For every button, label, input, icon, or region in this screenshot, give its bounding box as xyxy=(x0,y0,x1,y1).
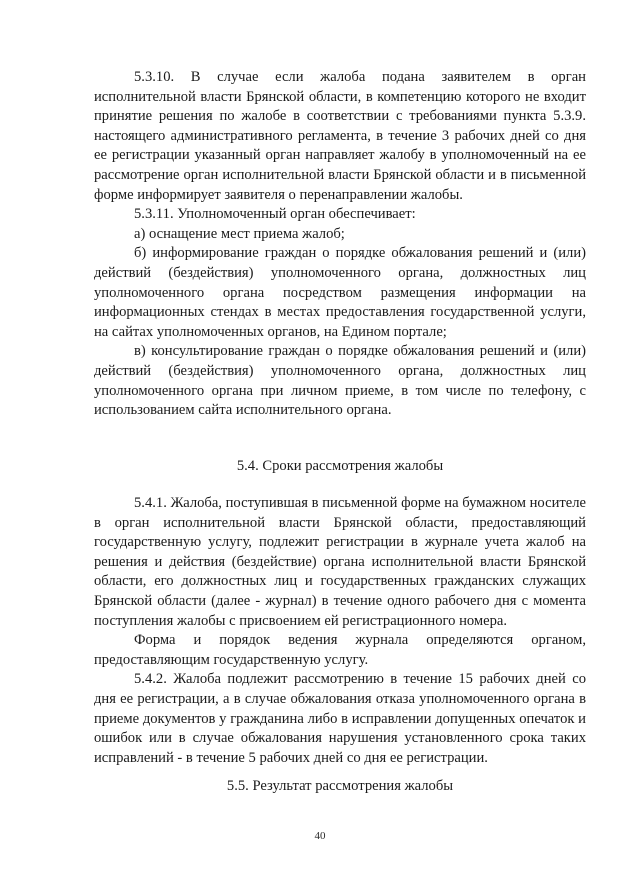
section-5-4-text xyxy=(94,494,586,768)
paragraph-5-4-2: 5.4.2. Жалоба подлежит рассмотрению в течение 15 рабочих дней со дня ее регистрации, а в случае обжалования отказа уполномоченного органа в приеме документов у гражданина либо в исправлении допущенных опечаток и ошибок или в случае обжалования нарушения установленного срока таких исправлений - в течение 5 рабочих дней со дня ее регистрации. xyxy=(94,671,586,766)
paragraph-5-3-10: 5.3.10. В случае если жалоба подана заявителем в орган исполнительной власти Брянской области, в компетенцию которого не входит принятие решения по жалобе в соответствии с требованиями пункта 5.3.9. настоящего административного регламента, в течение 3 рабочих дней со дня ее регистрации указанный орган направляет жалобу в уполномоченный на ее рассмотрение орган исполнительной власти Брянской области и в письменной форме информирует заявителя о перенаправлении жалобы. xyxy=(94,69,586,203)
section-heading-5-5: 5.5. Результат рассмотрения жалобы xyxy=(226,778,454,794)
page-number: 40 xyxy=(314,830,326,842)
list-item-b: б) информирование граждан о порядке обжалования решений и (или) действий (бездействия) уполномоченного органа, должностных лиц уполномоченного органа посредством размещения информации на информационных стендах в местах предоставления государственной услуги, на сайтах уполномоченных органов, на Едином портале; xyxy=(94,245,586,340)
section-heading-5-4: 5.4. Сроки рассмотрения жалобы xyxy=(236,458,444,474)
section-5-3-text xyxy=(94,68,586,421)
paragraph-5-4-1: 5.4.1. Жалоба, поступившая в письменной форме на бумажном носителе в орган исполнительной власти Брянской области, предоставляющий государственную услугу, подлежит регистрации в журнале учета жалоб на решения и действия (бездействие) органа исполнительной власти Брянской области, его должностных лиц и государственных гражданских служащих Брянской области (далее - журнал) в течение одного рабочего дня с момента поступления жалобы с присвоением ей регистрационного номера. xyxy=(94,495,586,629)
paragraph-journal-form: Форма и порядок ведения журнала определяются органом, предоставляющим государственную услугу. xyxy=(94,632,586,668)
list-item-a: а) оснащение мест приема жалоб; xyxy=(134,225,345,242)
paragraph-5-3-11: 5.3.11. Уполномоченный орган обеспечивает: xyxy=(134,206,416,223)
list-item-v: в) консультирование граждан о порядке обжалования решений и (или) действий (бездействия) уполномоченного органа, должностных лиц уполномоченного органа при личном приеме, в том числе по телефону, с использованием сайта исполнительного органа. xyxy=(94,343,586,419)
